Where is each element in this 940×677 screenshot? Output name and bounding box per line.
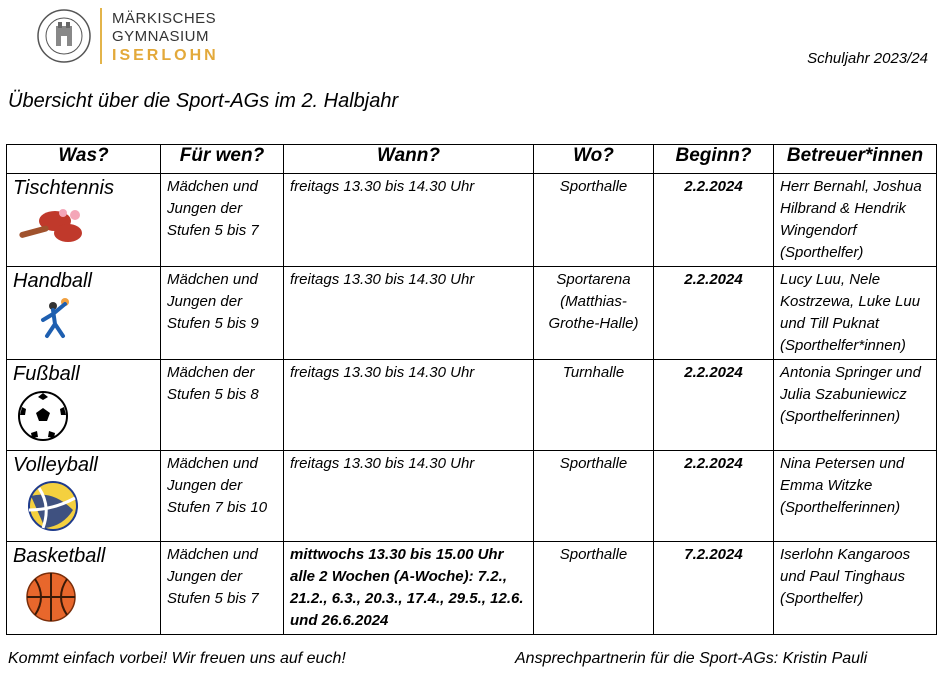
cell-staff: Antonia Springer und Julia Szabuniewicz (Sporthelferinnen) xyxy=(774,360,937,451)
cell-who: Mädchen und Jungen der Stufen 5 bis 9 xyxy=(161,267,284,360)
school-year: Schuljahr 2023/24 xyxy=(807,50,928,67)
footer-contact: Ansprechpartnerin für die Sport-AGs: Kristin Pauli xyxy=(515,650,868,667)
handball-player-icon xyxy=(13,296,93,346)
cell-when: freitags 13.30 bis 14.30 Uhr xyxy=(284,451,534,542)
cell-when: freitags 13.30 bis 14.30 Uhr xyxy=(284,267,534,360)
table-tennis-icon xyxy=(13,203,93,253)
cell-start: 2.2.2024 xyxy=(654,267,774,360)
cell-sport xyxy=(7,360,161,451)
table-row xyxy=(7,542,937,635)
cell-who: Mädchen und Jungen der Stufen 5 bis 7 xyxy=(161,174,284,267)
table-row xyxy=(7,360,937,451)
cell-start: 2.2.2024 xyxy=(654,451,774,542)
logo-line-1: MÄRKISCHES xyxy=(112,10,217,27)
sport-name: Tischtennis xyxy=(13,177,114,199)
header-where: Wo? xyxy=(534,145,654,174)
header-what: Was? xyxy=(7,145,161,174)
cell-sport xyxy=(7,542,161,635)
school-seal-icon xyxy=(36,8,92,64)
cell-staff: Lucy Luu, Nele Kostrzewa, Luke Luu und Till Puknat (Sporthelfer*innen) xyxy=(774,267,937,360)
cell-where: Sportarena (Matthias-Grothe-Halle) xyxy=(534,267,654,360)
cell-when: freitags 13.30 bis 14.30 Uhr xyxy=(284,174,534,267)
sport-name: Fußball xyxy=(13,363,80,385)
cell-who: Mädchen und Jungen der Stufen 7 bis 10 xyxy=(161,451,284,542)
basketball-icon xyxy=(13,571,93,623)
table-header-row xyxy=(7,145,937,174)
cell-who: Mädchen und Jungen der Stufen 5 bis 7 xyxy=(161,542,284,635)
header-when: Wann? xyxy=(284,145,534,174)
cell-when: freitags 13.30 bis 14.30 Uhr xyxy=(284,360,534,451)
cell-start: 2.2.2024 xyxy=(654,360,774,451)
cell-where: Sporthalle xyxy=(534,174,654,267)
cell-start: 7.2.2024 xyxy=(654,542,774,635)
logo-line-3: ISERLOHN xyxy=(112,47,219,64)
cell-staff: Iserlohn Kangaroos und Paul Tinghaus (Sporthelfer) xyxy=(774,542,937,635)
sport-name: Basketball xyxy=(13,545,106,567)
cell-when: mittwochs 13.30 bis 15.00 Uhr alle 2 Wochen (A-Woche): 7.2., 21.2., 6.3., 20.3., 17.4., 29.5., 12.6. und 26.6.2024 xyxy=(284,542,534,635)
footer-invitation: Kommt einfach vorbei! Wir freuen uns auf euch! xyxy=(8,650,346,667)
header-who: Für wen? xyxy=(161,145,284,174)
cell-where: Sporthalle xyxy=(534,542,654,635)
volleyball-icon xyxy=(13,480,93,532)
logo-line-2: GYMNASIUM xyxy=(112,28,210,45)
cell-sport xyxy=(7,174,161,267)
page-header xyxy=(0,0,940,80)
page-title: Übersicht über die Sport-AGs im 2. Halbjahr xyxy=(8,90,399,112)
cell-where: Turnhalle xyxy=(534,360,654,451)
cell-sport xyxy=(7,267,161,360)
sport-name: Volleyball xyxy=(13,454,98,476)
cell-where: Sporthalle xyxy=(534,451,654,542)
soccer-ball-icon xyxy=(13,389,93,443)
cell-staff: Herr Bernahl, Joshua Hilbrand & Hendrik Wingendorf (Sporthelfer) xyxy=(774,174,937,267)
table-row xyxy=(7,451,937,542)
logo-divider xyxy=(100,8,102,64)
table-row xyxy=(7,267,937,360)
cell-who: Mädchen der Stufen 5 bis 8 xyxy=(161,360,284,451)
cell-staff: Nina Petersen und Emma Witzke (Sporthelferinnen) xyxy=(774,451,937,542)
school-logo xyxy=(112,10,219,66)
cell-sport xyxy=(7,451,161,542)
sport-name: Handball xyxy=(13,270,92,292)
sport-ag-table xyxy=(6,144,937,635)
table-row xyxy=(7,174,937,267)
header-start: Beginn? xyxy=(654,145,774,174)
cell-start: 2.2.2024 xyxy=(654,174,774,267)
header-staff: Betreuer*innen xyxy=(774,145,937,174)
